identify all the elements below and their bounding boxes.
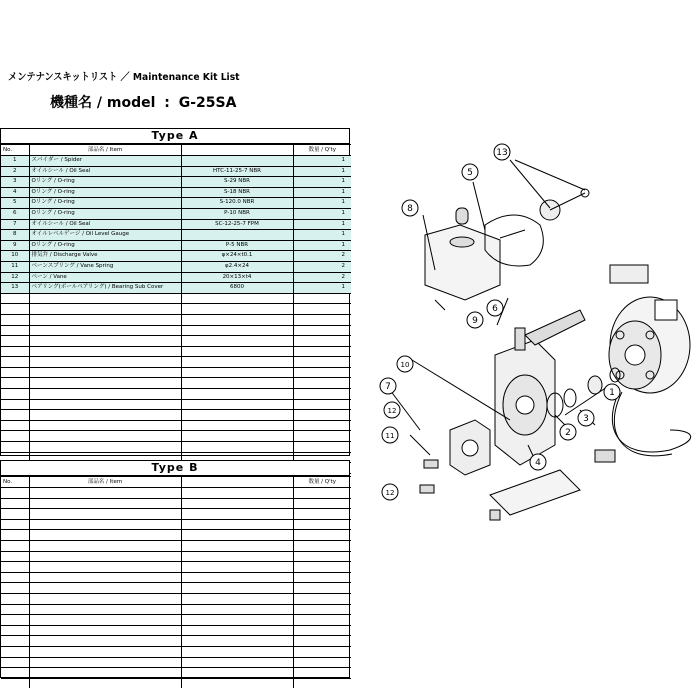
cell-spec	[181, 488, 293, 499]
cell-no	[1, 509, 29, 520]
model-value: G-25SA	[178, 95, 237, 111]
cell-spec	[181, 367, 293, 378]
callout-label: 5	[467, 168, 473, 178]
cell-item	[29, 678, 181, 688]
callout-label: 3	[583, 414, 589, 424]
cell-no: 5	[1, 198, 29, 209]
cell-qty	[293, 583, 351, 594]
cell-no	[1, 657, 29, 668]
cell-no	[1, 646, 29, 657]
cell-qty	[293, 519, 351, 530]
table-row	[1, 177, 351, 188]
pump-cover-part	[425, 225, 500, 300]
cell-qty	[293, 551, 351, 562]
col-header-qty: 数量 / Q'ty	[293, 145, 351, 156]
cell-spec	[181, 509, 293, 520]
cell-qty	[293, 509, 351, 520]
cell-spec	[181, 668, 293, 679]
table-row	[1, 304, 351, 315]
cell-no: 10	[1, 251, 29, 262]
cell-no	[1, 540, 29, 551]
table-header-row	[1, 145, 351, 156]
cell-item	[29, 410, 181, 421]
cell-no: 7	[1, 219, 29, 230]
cell-no	[1, 314, 29, 325]
cell-qty: 2	[293, 272, 351, 283]
col-header-qty: 数量 / Q'ty	[293, 477, 351, 488]
plug-part	[595, 450, 615, 462]
callout-label: 1	[609, 388, 615, 398]
cell-item	[29, 442, 181, 453]
cell-item	[29, 378, 181, 389]
cell-no	[1, 615, 29, 626]
cell-spec	[181, 325, 293, 336]
cell-spec	[181, 604, 293, 615]
cell-spec	[181, 636, 293, 647]
callout-12	[384, 402, 400, 418]
cell-qty	[293, 646, 351, 657]
cell-qty	[293, 530, 351, 541]
cell-qty	[293, 346, 351, 357]
table-row	[1, 314, 351, 325]
cell-qty	[293, 562, 351, 573]
cell-no	[1, 336, 29, 347]
exploded-parts-diagram	[350, 130, 700, 550]
power-cord-part	[612, 390, 690, 452]
cell-item: ベーン / Vane	[29, 272, 181, 283]
cell-item	[29, 572, 181, 583]
table-row	[1, 615, 351, 626]
cell-qty: 1	[293, 219, 351, 230]
model-label: 機種名 / model	[50, 95, 156, 111]
table-row	[1, 678, 351, 688]
callout-6	[487, 300, 503, 316]
cell-spec	[181, 304, 293, 315]
callout-3	[578, 410, 594, 426]
cell-no	[1, 593, 29, 604]
cell-item: 排気弁 / Discharge Valve	[29, 251, 181, 262]
cell-qty: 2	[293, 251, 351, 262]
cell-item	[29, 646, 181, 657]
cell-item	[29, 625, 181, 636]
vane-part	[424, 460, 438, 468]
cell-qty: 1	[293, 283, 351, 294]
cell-no	[1, 583, 29, 594]
callout-8	[402, 200, 418, 216]
table-row	[1, 488, 351, 499]
table-row	[1, 604, 351, 615]
oil-cap-part	[450, 237, 474, 247]
col-header-no: No.	[1, 477, 29, 488]
cell-no	[1, 399, 29, 410]
table-row	[1, 336, 351, 347]
cell-item: オイルシール / Oil Seal	[29, 166, 181, 177]
cell-item	[29, 593, 181, 604]
cell-spec	[181, 399, 293, 410]
cell-no	[1, 442, 29, 453]
table-row	[1, 509, 351, 520]
table-row	[1, 283, 351, 294]
cell-no	[1, 678, 29, 688]
cell-spec	[181, 615, 293, 626]
cell-no: 11	[1, 261, 29, 272]
table-row	[1, 156, 351, 167]
cell-qty: 1	[293, 166, 351, 177]
cell-no	[1, 572, 29, 583]
cell-no	[1, 625, 29, 636]
table-row	[1, 420, 351, 431]
cell-no	[1, 304, 29, 315]
table-row	[1, 442, 351, 453]
cell-item	[29, 325, 181, 336]
cell-item	[29, 357, 181, 368]
cell-qty	[293, 540, 351, 551]
cell-item: ベアリング(ボールベアリング) / Bearing Sub Cover	[29, 283, 181, 294]
cell-spec	[181, 530, 293, 541]
cell-no	[1, 519, 29, 530]
table-row	[1, 230, 351, 241]
table-row	[1, 551, 351, 562]
cell-spec: S-29 NBR	[181, 177, 293, 188]
cell-no	[1, 668, 29, 679]
cell-item: スパイダー / Spider	[29, 156, 181, 167]
cell-qty	[293, 314, 351, 325]
cell-spec: HTC-11-25-7 NBR	[181, 166, 293, 177]
table-row	[1, 668, 351, 679]
cell-qty: 1	[293, 240, 351, 251]
cell-no	[1, 636, 29, 647]
cell-spec	[181, 420, 293, 431]
callout-label: 9	[472, 316, 478, 326]
cell-qty	[293, 431, 351, 442]
callout-label: 8	[407, 204, 413, 214]
cell-item	[29, 498, 181, 509]
cell-spec	[181, 540, 293, 551]
cell-item	[29, 389, 181, 400]
cell-qty	[293, 615, 351, 626]
table-row	[1, 389, 351, 400]
table-row	[1, 208, 351, 219]
table-row	[1, 272, 351, 283]
cell-no: 8	[1, 230, 29, 241]
callout-7	[380, 378, 396, 394]
type-a-title: Type A	[1, 129, 349, 144]
table-row	[1, 646, 351, 657]
cell-no	[1, 389, 29, 400]
cell-spec: S-120.0 NBR	[181, 198, 293, 209]
cell-no	[1, 378, 29, 389]
cell-spec	[181, 657, 293, 668]
table-row	[1, 530, 351, 541]
type-b-title: Type B	[1, 461, 349, 476]
cell-no	[1, 562, 29, 573]
cell-no	[1, 431, 29, 442]
cell-qty	[293, 325, 351, 336]
table-row	[1, 293, 351, 304]
cell-spec	[181, 678, 293, 688]
col-header-no: No.	[1, 145, 29, 156]
table-row	[1, 562, 351, 573]
oil-gauge-knob-part	[456, 208, 468, 224]
cell-qty	[293, 442, 351, 453]
table-row	[1, 625, 351, 636]
model-colon: :	[164, 95, 170, 111]
cell-no: 9	[1, 240, 29, 251]
table-header-row	[1, 477, 351, 488]
cell-no	[1, 551, 29, 562]
cell-qty	[293, 399, 351, 410]
cell-item	[29, 519, 181, 530]
table-row	[1, 519, 351, 530]
cell-no	[1, 367, 29, 378]
table-row	[1, 399, 351, 410]
col-header-item: 部品名 / Item	[29, 477, 181, 488]
cell-qty	[293, 378, 351, 389]
cell-qty	[293, 668, 351, 679]
table-row	[1, 410, 351, 421]
cell-item: Oリング / O-ring	[29, 177, 181, 188]
switch-box-part	[610, 265, 648, 283]
cell-qty	[293, 293, 351, 304]
callout-label: 4	[535, 458, 541, 468]
cell-item	[29, 551, 181, 562]
table-row	[1, 251, 351, 262]
cell-spec	[181, 562, 293, 573]
callout-label: 10	[400, 361, 410, 369]
cell-spec	[181, 230, 293, 241]
table-row	[1, 166, 351, 177]
cell-qty	[293, 657, 351, 668]
cell-qty	[293, 304, 351, 315]
table-row	[1, 261, 351, 272]
cell-spec	[181, 336, 293, 347]
cell-spec: P-10 NBR	[181, 208, 293, 219]
col-header-spec	[181, 145, 293, 156]
cell-qty	[293, 572, 351, 583]
table-row	[1, 187, 351, 198]
cell-item	[29, 509, 181, 520]
cell-item	[29, 668, 181, 679]
cell-spec: P-5 NBR	[181, 240, 293, 251]
cell-spec: 20×13×t4	[181, 272, 293, 283]
table-row	[1, 367, 351, 378]
type-a-table	[0, 128, 350, 456]
col-header-item: 部品名 / Item	[29, 145, 181, 156]
cell-item	[29, 304, 181, 315]
cell-spec: 6800	[181, 283, 293, 294]
callout-2	[560, 424, 576, 440]
vane-part	[420, 485, 434, 493]
table-row	[1, 240, 351, 251]
table-row	[1, 431, 351, 442]
cell-item	[29, 399, 181, 410]
cell-item	[29, 314, 181, 325]
cell-no: 4	[1, 187, 29, 198]
table-row	[1, 572, 351, 583]
callout-label: 12	[385, 489, 395, 497]
cell-item	[29, 420, 181, 431]
table-row	[1, 357, 351, 368]
cell-no: 6	[1, 208, 29, 219]
cell-item: オイルシール / Oil Seal	[29, 219, 181, 230]
cell-spec	[181, 519, 293, 530]
table-row	[1, 198, 351, 209]
cell-item: Oリング / O-ring	[29, 208, 181, 219]
cell-item	[29, 488, 181, 499]
cell-item	[29, 615, 181, 626]
table-row	[1, 593, 351, 604]
cell-item	[29, 346, 181, 357]
cell-spec	[181, 410, 293, 421]
cell-spec	[181, 156, 293, 167]
cell-item	[29, 657, 181, 668]
cell-qty: 1	[293, 208, 351, 219]
cell-item	[29, 562, 181, 573]
cell-item: オイルレベルゲージ / Oil Level Gauge	[29, 230, 181, 241]
cell-qty	[293, 498, 351, 509]
cell-qty: 1	[293, 230, 351, 241]
cell-qty: 2	[293, 261, 351, 272]
table-row	[1, 378, 351, 389]
callout-label: 11	[385, 432, 395, 440]
callout-13	[494, 144, 510, 160]
cell-spec: φ×24×t0.1	[181, 251, 293, 262]
cell-qty: 1	[293, 198, 351, 209]
callout-label: 13	[496, 148, 508, 158]
table-row	[1, 219, 351, 230]
cell-no	[1, 357, 29, 368]
cell-qty	[293, 488, 351, 499]
cell-item	[29, 583, 181, 594]
cell-qty	[293, 367, 351, 378]
callout-label: 7	[385, 382, 391, 392]
cell-spec: φ2.4×24	[181, 261, 293, 272]
handle-part	[525, 310, 585, 345]
callout-1	[604, 384, 620, 400]
cell-item	[29, 530, 181, 541]
table-row	[1, 636, 351, 647]
callout-label: 2	[565, 428, 571, 438]
callout-10	[397, 356, 413, 372]
table-row	[1, 325, 351, 336]
valve-stem-part	[515, 328, 525, 350]
cell-spec	[181, 389, 293, 400]
cell-no	[1, 488, 29, 499]
cell-item	[29, 293, 181, 304]
callout-12	[382, 484, 398, 500]
cell-spec: SC-12-25-7 FPM	[181, 219, 293, 230]
cell-item: ベーンスプリング / Vane Spring	[29, 261, 181, 272]
cell-spec	[181, 646, 293, 657]
cell-item	[29, 636, 181, 647]
callout-11	[382, 427, 398, 443]
cell-item	[29, 367, 181, 378]
callout-9	[467, 312, 483, 328]
cell-item: Oリング / O-ring	[29, 240, 181, 251]
table-row	[1, 657, 351, 668]
cell-spec	[181, 378, 293, 389]
table-row	[1, 498, 351, 509]
type-b-table	[0, 460, 350, 678]
cell-spec	[181, 625, 293, 636]
cell-spec	[181, 551, 293, 562]
cell-no	[1, 420, 29, 431]
callout-label: 6	[492, 304, 498, 314]
cell-item	[29, 431, 181, 442]
cell-no	[1, 325, 29, 336]
cell-no	[1, 293, 29, 304]
cell-no: 12	[1, 272, 29, 283]
cell-qty	[293, 389, 351, 400]
cell-spec	[181, 346, 293, 357]
callout-5	[462, 164, 478, 180]
cell-qty: 1	[293, 177, 351, 188]
base-plate-part	[490, 470, 580, 515]
cell-spec	[181, 583, 293, 594]
cell-no: 13	[1, 283, 29, 294]
cell-spec	[181, 498, 293, 509]
callout-label: 12	[387, 407, 397, 415]
cell-qty	[293, 420, 351, 431]
cell-no	[1, 346, 29, 357]
cell-spec	[181, 442, 293, 453]
cell-no: 2	[1, 166, 29, 177]
table-row	[1, 346, 351, 357]
cell-item: Oリング / O-ring	[29, 198, 181, 209]
table-row	[1, 583, 351, 594]
cell-item	[29, 336, 181, 347]
cell-spec	[181, 357, 293, 368]
callout-4	[530, 454, 546, 470]
table-row	[1, 540, 351, 551]
col-header-spec	[181, 477, 293, 488]
cell-qty	[293, 625, 351, 636]
cell-qty	[293, 604, 351, 615]
cell-no: 3	[1, 177, 29, 188]
cell-spec	[181, 314, 293, 325]
cell-no: 1	[1, 156, 29, 167]
cell-spec	[181, 431, 293, 442]
cell-qty: 1	[293, 156, 351, 167]
cell-qty	[293, 336, 351, 347]
cell-qty	[293, 410, 351, 421]
cell-item	[29, 540, 181, 551]
model-line	[50, 92, 240, 112]
cell-no	[1, 530, 29, 541]
cell-spec	[181, 593, 293, 604]
cell-spec	[181, 572, 293, 583]
cell-spec: S-18 NBR	[181, 187, 293, 198]
cell-qty	[293, 636, 351, 647]
cell-no	[1, 410, 29, 421]
cell-spec	[181, 293, 293, 304]
cell-item: Oリング / O-ring	[29, 187, 181, 198]
kit-list-title: メンテナンスキットリスト ／ Maintenance Kit List	[8, 72, 240, 83]
cell-qty: 1	[293, 187, 351, 198]
cell-item	[29, 604, 181, 615]
cell-no	[1, 498, 29, 509]
cell-qty	[293, 593, 351, 604]
cell-qty	[293, 357, 351, 368]
cell-no	[1, 604, 29, 615]
cell-qty	[293, 678, 351, 688]
